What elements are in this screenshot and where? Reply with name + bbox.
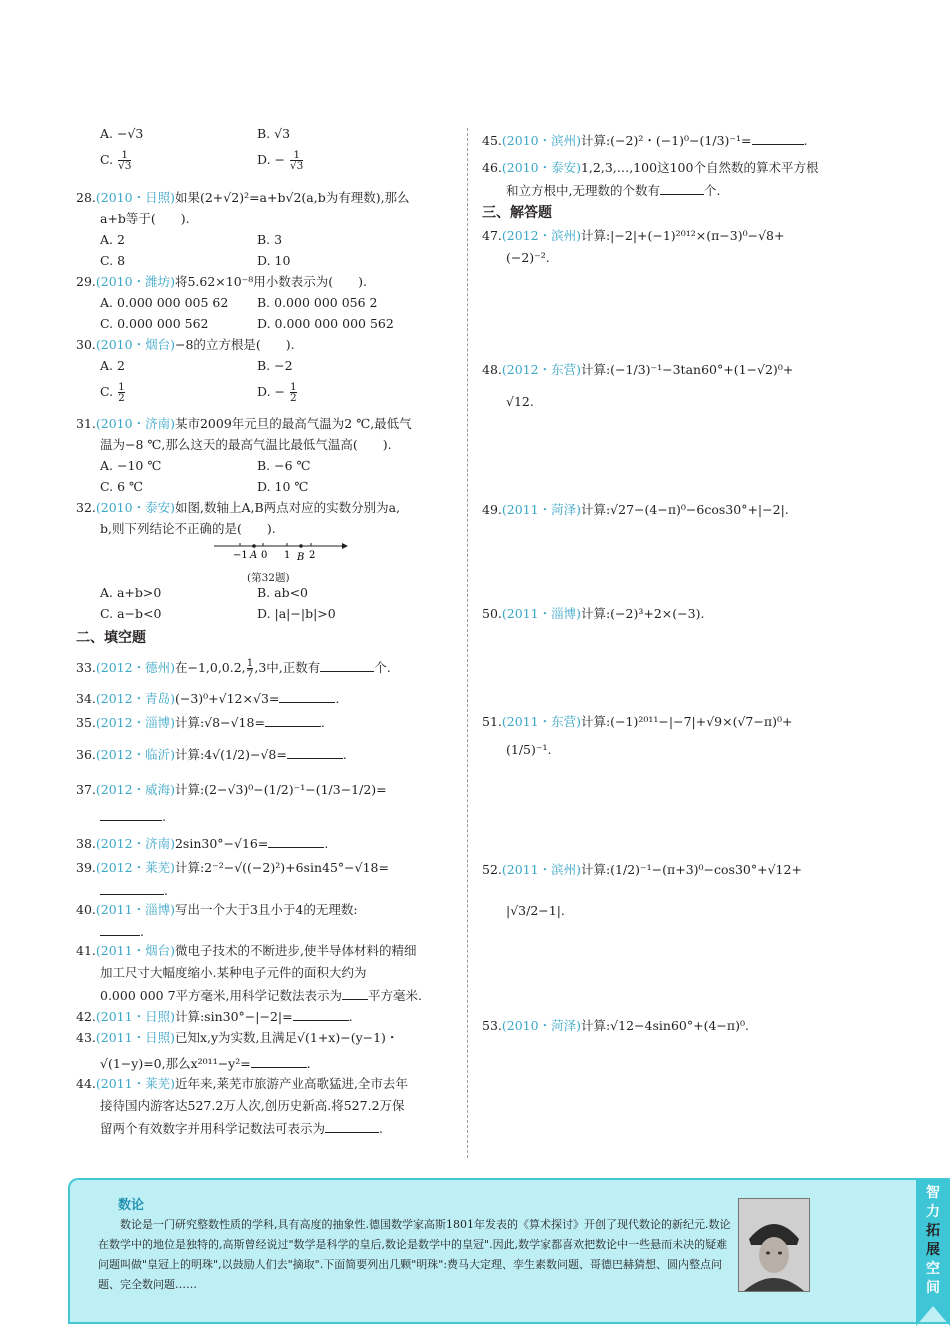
q30-option-d: D. − $\frac{1}{2}$ — [257, 381, 297, 404]
q42-blank — [293, 1008, 349, 1021]
footer-text: 数论是一门研究整数性质的学科,具有高度的抽象性.德国数学家高斯1801年发表的《算术探讨》开创了现代数论的新纪元.数论在数学中的地位是独特的,高斯曾经说过"数学是科学的皇后,数论是数学中的皇冠".因此,数学家都喜欢把数论中一些悬而未决的疑难问题叫做"皇冠上的明珠",以鼓励人们去"摘取".下面简要列出几颗"明珠":费马大定理、孪生素数问题、哥德巴赫猜想、圆内整点问题、完全数问题…… — [98, 1218, 731, 1291]
axis-label-1: 1 — [284, 550, 291, 561]
section-answer-questions: 三、解答题 — [482, 205, 552, 221]
footer-extension-box — [68, 1178, 950, 1324]
q49-stem: 49.(2011・菏泽)计算:√27−(4−π)⁰−6cos30°+|−2|. — [482, 502, 789, 517]
q34-stem: 34.(2012・青岛)(−3)⁰+√12×√3= . — [76, 691, 340, 706]
side-tab — [916, 1180, 950, 1326]
q32-option-d: D. |a|−|b|>0 — [257, 606, 336, 621]
q37-stem: 37.(2012・威海)计算:(2−√3)⁰−(1/2)⁻¹−(1/3−1/2)= — [76, 782, 387, 797]
q28-stem: 28.(2010・日照)如果(2+√2)²=a+b√2(a,b为有理数),那么 — [76, 190, 410, 205]
q27-option-a: A. −√3 — [100, 126, 144, 141]
q52-stem-2: |√3/2−1|. — [506, 903, 565, 918]
q44-stem-2: 接待国内游客达527.2万人次,创历史新高.将527.2万保 — [100, 1098, 405, 1113]
tab-char-6: 间 — [926, 1280, 940, 1296]
axis-label-2: 2 — [309, 550, 316, 561]
q43-stem-2: √(1−y)=0,那么x²⁰¹¹−y²= . — [100, 1056, 311, 1071]
q28-option-b: B. 3 — [257, 232, 283, 247]
q32-stem-2: b,则下列结论不正确的是( ). — [100, 521, 276, 536]
section-fill-in-blanks: 二、填空题 — [76, 630, 146, 646]
q40-blank — [100, 923, 140, 936]
q48-stem: 48.(2012・东营)计算:(−1/3)⁻¹−3tan60°+(1−√2)⁰+ — [482, 362, 794, 377]
q46-stem-2: 和立方根中,无理数的个数有 个. — [506, 183, 721, 198]
q27-option-d: D. − $\frac{1}{√3}$ — [257, 149, 304, 172]
q29-option-a: A. 0.000 000 005 62 — [100, 295, 229, 310]
q48-stem-2: √12. — [506, 394, 534, 409]
q47-stem-2: (−2)⁻². — [506, 250, 550, 265]
q31-option-b: B. −6 ℃ — [257, 458, 311, 473]
gauss-portrait-image — [738, 1198, 810, 1292]
q32-option-a: A. a+b>0 — [100, 585, 162, 600]
tab-char-2: 力 — [926, 1204, 940, 1220]
q32-option-b: B. ab<0 — [257, 585, 309, 600]
q29-option-b: B. 0.000 000 056 2 — [257, 295, 378, 310]
q40-blank-line: . — [100, 923, 144, 940]
q38-stem: 38.(2012・济南)2sin30°−√16= . — [76, 836, 329, 851]
q29-stem: 29.(2010・潍坊)将5.62×10⁻⁸用小数表示为( ). — [76, 274, 368, 289]
q44-stem-3: 留两个有效数字并用科学记数法可表示为 . — [100, 1121, 383, 1136]
q51-stem: 51.(2011・东营)计算:(−1)²⁰¹¹−|−7|+√9×(√7−π)⁰+ — [482, 714, 793, 729]
q34-blank — [279, 690, 335, 703]
q41-stem-3: 0.000 000 7平方毫米,用科学记数法表示为 平方毫米. — [100, 988, 423, 1003]
q39-stem: 39.(2012・莱芜)计算:2⁻²−√((−2)²)+6sin45°−√18= — [76, 860, 389, 875]
q28-option-c: C. 8 — [100, 253, 126, 268]
q33-blank — [320, 659, 374, 672]
q30-stem: 30.(2010・烟台)−8的立方根是( ). — [76, 337, 295, 352]
q40-stem: 40.(2011・淄博)写出一个大于3且小于4的无理数: — [76, 902, 358, 917]
q33-stem: 33.(2012・德州)在−1,0,0.2, $\frac{1}{7}$ ,3中,正数有 个. — [76, 657, 391, 680]
axis-label-a: A — [250, 550, 258, 561]
q38-blank — [268, 835, 324, 848]
q46-blank — [660, 182, 704, 195]
q51-stem-2: (1/5)⁻¹. — [506, 742, 552, 757]
q45-stem: 45.(2010・滨州)计算:(−2)²・(−1)⁰−(1/3)⁻¹= . — [482, 133, 808, 148]
tab-char-4: 展 — [926, 1242, 940, 1258]
axis-label-neg1: −1 — [233, 550, 248, 561]
q44-blank — [325, 1120, 379, 1133]
q35-blank — [265, 714, 321, 727]
q28-option-d: D. 10 — [257, 253, 291, 268]
q37-blank — [100, 808, 162, 821]
q42-stem: 42.(2011・日照)计算:sin30°−|−2|= . — [76, 1009, 353, 1024]
tab-char-5: 空 — [926, 1261, 940, 1277]
figure-caption: (第32题) — [247, 572, 290, 584]
q27-option-b: B. √3 — [257, 126, 291, 141]
number-line-figure — [210, 538, 350, 564]
q41-stem-2: 加工尺寸大幅度缩小.某种电子元件的面积大约为 — [100, 965, 367, 980]
q43-blank — [251, 1055, 307, 1068]
q31-stem-2: 温为−8 ℃,那么这天的最高气温比最低气温高( ). — [100, 437, 392, 452]
q31-option-c: C. 6 ℃ — [100, 479, 143, 494]
q30-option-b: B. −2 — [257, 358, 293, 373]
q29-option-c: C. 0.000 000 562 — [100, 316, 209, 331]
axis-label-0: 0 — [261, 550, 268, 561]
q35-stem: 35.(2012・淄博)计算:√8−√18= . — [76, 715, 325, 730]
q31-option-d: D. 10 ℃ — [257, 479, 309, 494]
q27-option-c: C. $\frac{1}{√3}$ — [100, 149, 132, 172]
q53-stem: 53.(2010・菏泽)计算:√12−4sin60°+(4−π)⁰. — [482, 1018, 749, 1033]
q46-stem: 46.(2010・泰安)1,2,3,…,100这100个自然数的算术平方根 — [482, 160, 819, 175]
q36-stem: 36.(2012・临沂)计算:4√(1/2)−√8= . — [76, 747, 347, 762]
column-divider — [467, 128, 468, 1158]
q43-stem: 43.(2011・日照)已知x,y为实数,且满足√(1+x)−(y−1)・ — [76, 1030, 399, 1045]
axis-label-b: B — [297, 552, 305, 563]
q37-blank-line: . — [100, 808, 166, 825]
q29-option-d: D. 0.000 000 000 562 — [257, 316, 394, 331]
q32-option-c: C. a−b<0 — [100, 606, 162, 621]
q41-blank — [342, 987, 368, 1000]
q41-stem: 41.(2011・烟台)微电子技术的不断进步,使半导体材料的精细 — [76, 943, 417, 958]
q52-stem: 52.(2011・滨州)计算:(1/2)⁻¹−(π+3)⁰−cos30°+√12+ — [482, 862, 802, 877]
tab-char-1: 智 — [926, 1185, 940, 1201]
q32-stem: 32.(2010・泰安)如图,数轴上A,B两点对应的实数分别为a, — [76, 500, 401, 515]
q39-blank-line: . — [100, 882, 168, 899]
q36-blank — [287, 746, 343, 759]
q28-option-a: A. 2 — [100, 232, 125, 247]
q31-option-a: A. −10 ℃ — [100, 458, 162, 473]
q39-blank — [100, 882, 164, 895]
q30-option-a: A. 2 — [100, 358, 125, 373]
footer-title: 数论 — [118, 1198, 145, 1213]
q28-stem-2: a+b等于( ). — [100, 211, 190, 226]
q47-stem: 47.(2012・滨州)计算:|−2|+(−1)²⁰¹²×(π−3)⁰−√8+ — [482, 228, 785, 243]
tab-char-3: 拓 — [926, 1223, 940, 1239]
q44-stem: 44.(2011・莱芜)近年来,莱芜市旅游产业高歌猛进,全市去年 — [76, 1076, 408, 1091]
q31-stem: 31.(2010・济南)某市2009年元旦的最高气温为2 ℃,最低气 — [76, 416, 412, 431]
q50-stem: 50.(2011・淄博)计算:(−2)³+2×(−3). — [482, 606, 705, 621]
q30-option-c: C. $\frac{1}{2}$ — [100, 381, 125, 404]
q45-blank — [752, 132, 804, 145]
